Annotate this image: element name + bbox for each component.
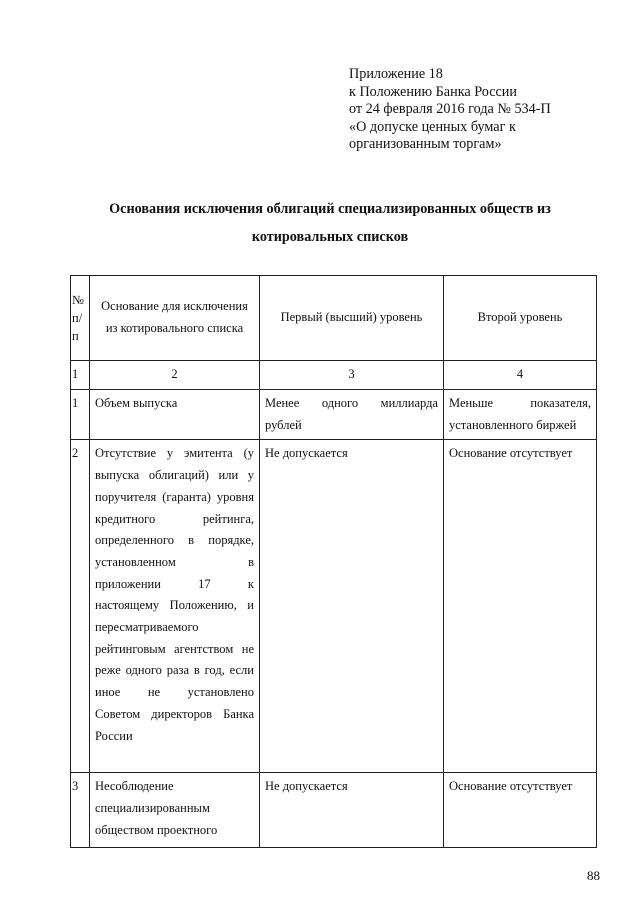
column-index: 1 <box>71 361 90 390</box>
cell-line: Объем выпуска <box>95 396 178 410</box>
row-first-level <box>260 440 444 773</box>
document-title <box>70 195 590 251</box>
cell-line: Советом директоров Банка <box>95 706 254 721</box>
column-index: 3 <box>260 361 444 390</box>
cell-line: установленном в <box>95 554 254 569</box>
appendix-line: к Положению Банка России <box>349 83 517 100</box>
table-row <box>71 390 597 440</box>
row-basis <box>90 390 260 440</box>
cell-line: обществом проектного <box>95 822 218 837</box>
cell-line: специализированным <box>95 801 210 816</box>
cell-line: пересматриваемого <box>95 620 199 635</box>
document-title-line-2: котировальных списков <box>251 229 409 245</box>
page-number: 88 <box>587 868 600 883</box>
row-second-level <box>444 390 597 440</box>
cell-line: Не допускается <box>265 446 348 461</box>
row-number: 2 <box>71 440 90 773</box>
cell-line: иное не установлено <box>95 685 254 700</box>
cell-line: Несоблюдение <box>95 779 174 794</box>
cell-line: реже одного раза в год, если <box>95 663 254 678</box>
header-first-level: Первый (высший) уровень <box>260 276 444 361</box>
column-index-row <box>71 361 597 390</box>
column-index: 2 <box>90 361 260 390</box>
row-second-level <box>444 440 597 773</box>
cell-line: России <box>95 728 133 743</box>
cell-line: Меньше показателя, <box>449 396 591 410</box>
exclusion-criteria-table <box>70 275 597 848</box>
table-header-row <box>71 276 597 361</box>
column-index: 4 <box>444 361 597 390</box>
cell-line: Основание отсутствует <box>449 779 573 794</box>
cell-line: рейтинговым агентством не <box>95 641 254 656</box>
row-first-level <box>260 773 444 848</box>
cell-line: настоящему Положению, и <box>95 598 254 613</box>
header-second-level: Второй уровень <box>444 276 597 361</box>
cell-line: выпуска облигаций) или у <box>95 468 254 483</box>
table-row <box>71 773 597 848</box>
row-basis <box>90 440 260 773</box>
row-number: 3 <box>71 773 90 848</box>
cell-line: поручителя (гаранта) уровня <box>95 489 254 504</box>
cell-line: установленного биржей <box>449 417 577 432</box>
table-row <box>71 440 597 773</box>
cell-line: определенного в порядке, <box>95 533 254 548</box>
row-first-level <box>260 390 444 440</box>
cell-line: Основание отсутствует <box>449 446 573 461</box>
row-number: 1 <box>71 390 90 440</box>
appendix-reference <box>349 66 589 154</box>
document-title-line-1: Основания исключения облигаций специализированных обществ из <box>109 201 551 217</box>
row-basis <box>90 773 260 848</box>
header-number: № п/п <box>71 276 90 361</box>
appendix-line: «О допуске ценных бумаг к <box>349 118 516 135</box>
appendix-line: организованным торгам» <box>349 136 502 152</box>
cell-line: Не допускается <box>265 779 348 794</box>
cell-line: Отсутствие у эмитента (у <box>95 446 254 461</box>
cell-line: Менее одного миллиарда <box>265 396 438 410</box>
row-second-level <box>444 773 597 848</box>
appendix-line: от 24 февраля 2016 года № 534-П <box>349 101 551 117</box>
appendix-line: Приложение 18 <box>349 66 443 82</box>
cell-line: рублей <box>265 417 302 432</box>
cell-line: кредитного рейтинга, <box>95 511 254 526</box>
cell-line: приложении 17 к <box>95 576 254 591</box>
header-basis: Основание для исключения из котировального списка <box>90 276 260 361</box>
